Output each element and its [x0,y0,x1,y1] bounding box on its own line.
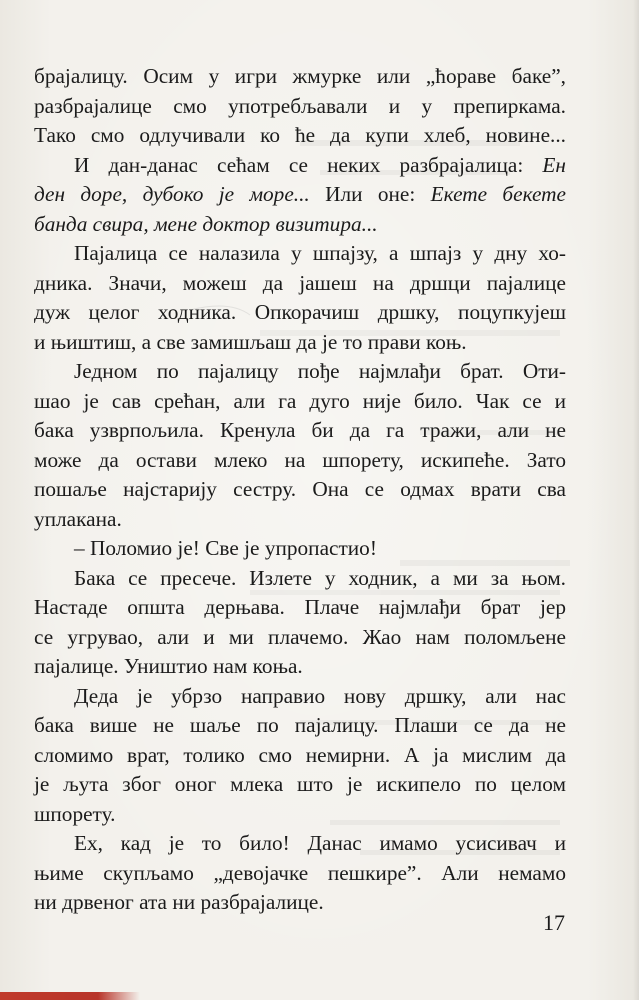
cover-edge-strip [0,992,140,1000]
text-line: ни дрвеног ата ни разбрајалице. [34,890,324,914]
text-line-mixed [34,180,566,210]
text-line: уплакана. [34,506,122,531]
text-run-italic: Ен [542,152,566,177]
text-line: сломимо врат, толико смо немирни. А ја мислим да [34,742,566,767]
text-run: Или оне: [325,182,416,206]
text-line: њиме скупљамо „девојачке пешкире”. Али немамо [34,860,566,885]
text-line: Тако смо одлучивали ко ће да купи хлеб, новине... [34,123,566,147]
text-line: пошаље најстарију сестру. Она се одмах врати сва [34,477,566,501]
text-line: Деда је убрзо направио нову дршку, али нас [74,683,566,708]
text-line-mixed [34,151,566,181]
text-line: шао је сав срећан, али га дуго није било. Чак се и [34,388,566,413]
text-line: дуж целог ходника. Опкорачиш дршку, поцупкујеш [34,300,566,324]
text-line: бака узврпољила. Кренула би да га тражи, али не [34,418,566,442]
text-line: – Поломио је! Све је упропастио! [74,536,377,560]
page-edge-shadow [633,0,639,1000]
text-line: и њиштиш, а све замишљаш да је то прави коњ. [34,329,467,354]
text-line: бака више не шаље по пајалицу. Плаши се да не [34,713,566,737]
text-line: шпорету. [34,801,116,826]
text-line: разбрајалице смо употребљавали и у препиркама. [34,93,566,118]
text-run-italic: Екете бекете [430,182,567,206]
text-line: може да остави млеко на шпорету, искипеће. Зато [34,447,566,472]
text-run: И дан-данас сећам се неких разбрајалица: [74,152,524,177]
text-line: Једном по пајалицу пође најмлађи брат. Оти- [74,359,566,383]
text-line: пајалице. Уништио нам коња. [34,654,303,678]
text-line: дника. Значи, можеш да јашеш на дршци пајалице [34,270,566,295]
text-run-italic: ден доре, дубоко је море... [34,182,310,206]
text-line: се угрувао, али и ми плачемо. Жао нам поломљене [34,624,566,649]
body-text [34,62,566,918]
text-line: Ех, кад је то било! Данас имамо усисивач и [74,831,566,855]
text-line: брајалицу. Осим у игри жмурке или „ћораве баке”, [34,64,566,88]
text-line: Бака се пресече. Излете у ходник, а ми за њом. [74,565,566,590]
text-line: Настаде општа дерњава. Плаче најмлађи брат јер [34,595,566,619]
page-number: 17 [543,910,565,935]
text-line: је љута због оног млека што је искипело по целом [34,772,566,796]
text-line: Пајалица се налазила у шпајзу, а шпајз у дну хо- [74,241,566,265]
text-line: банда свира, мене доктор визитира... [34,211,378,236]
